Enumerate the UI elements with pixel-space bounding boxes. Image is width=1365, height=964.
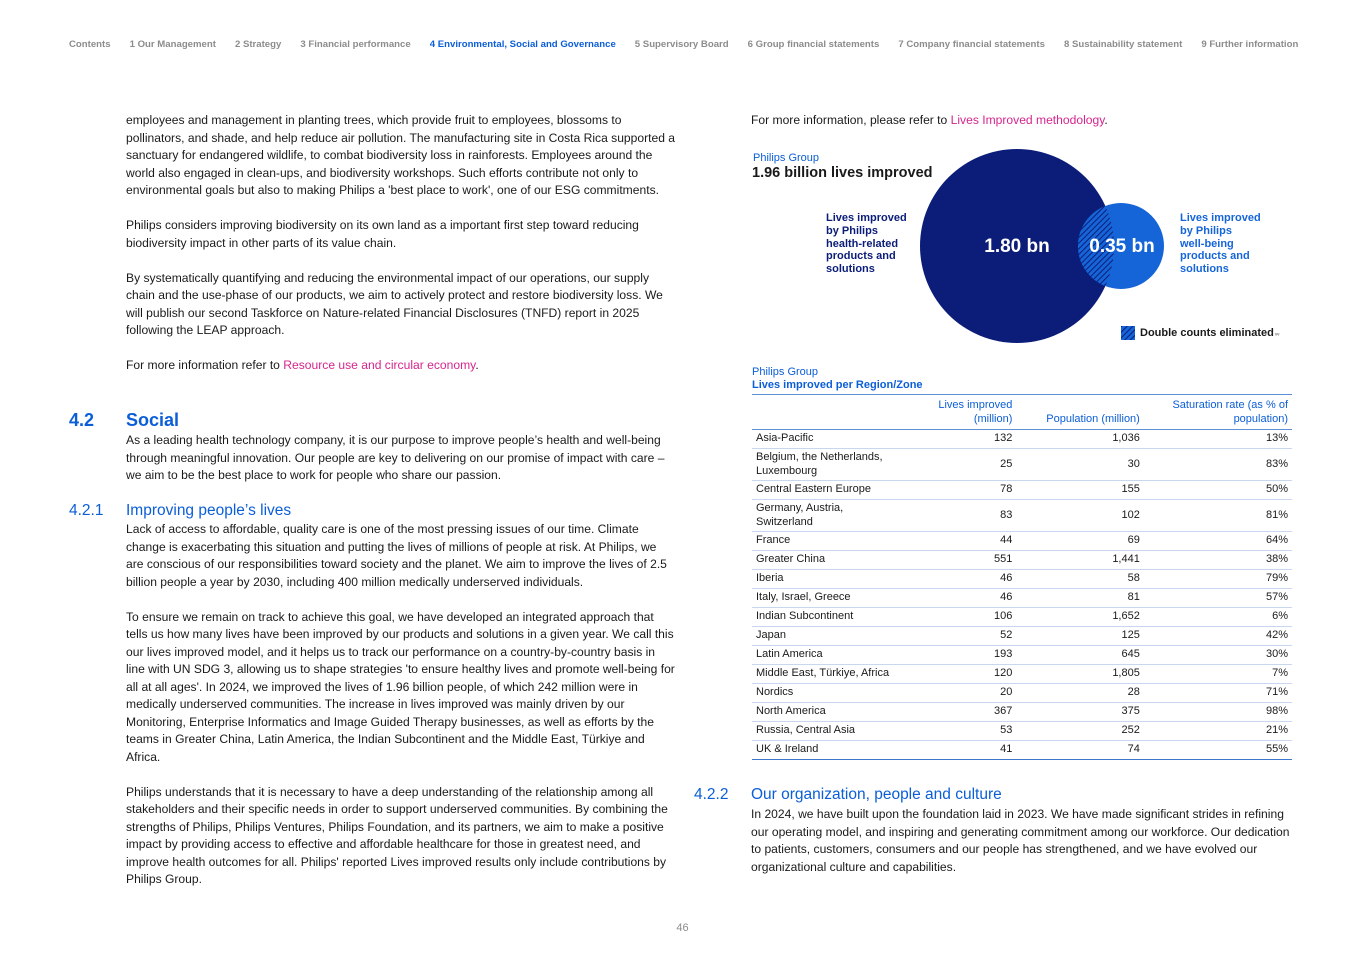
table-row	[752, 646, 1292, 665]
cell-region: France	[752, 532, 898, 551]
cell-population: 645	[1016, 646, 1143, 665]
table-row	[752, 589, 1292, 608]
nav-supervisory-board[interactable]: 5 Supervisory Board	[634, 39, 729, 50]
venn-group-label: Philips Group	[753, 152, 820, 164]
legend-label: Double counts eliminated	[1140, 327, 1274, 339]
cell-saturation: 6%	[1144, 608, 1292, 627]
header-region	[752, 395, 898, 430]
table-title: Lives improved per Region/Zone	[752, 379, 923, 391]
nav-our-management[interactable]: 1 Our Management	[129, 39, 216, 50]
page-number: 46	[676, 922, 689, 934]
cell-lives-improved: 367	[898, 703, 1016, 722]
paragraph-lives-improved-model: To ensure we remain on track to achieve this goal, we have developed an integrated approach that tells us how many lives have been improved by our products and solutions in a given year. We call this our lives improved model, and it helps us to track our performance on a country-by-country basis in line with UN SDG 3, allowing us to shape strategies 'to ensure healthy lives and promote well-being for all at all ages'. In 2024, we improved the lives of 1.96 billion people, of which 242 million were in medically underserved communities. The increase in lives improved was mainly driven by our Monitoring, Enterprise Informatics and Image Guided Therapy businesses, as well as efforts by the teams in Greater China, Latin America, the Indian Subcontinent and the Middle East, Türkiye and Africa.	[126, 609, 675, 764]
table-row	[752, 532, 1292, 551]
table-row	[752, 449, 1292, 481]
nav-company-financial-statements[interactable]: 7 Company financial statements	[898, 39, 1045, 50]
cell-population: 81	[1016, 589, 1143, 608]
paragraph-more-info	[126, 357, 676, 375]
cell-lives-improved: 53	[898, 722, 1016, 741]
cell-lives-improved: 132	[898, 430, 1016, 449]
cell-lives-improved: 52	[898, 627, 1016, 646]
nav-sustainability-statement[interactable]: 8 Sustainability statement	[1063, 39, 1183, 50]
cell-region: Japan	[752, 627, 898, 646]
section-title: Social	[126, 410, 180, 430]
cell-population: 1,036	[1016, 430, 1143, 449]
paragraph-biodiversity-own-land: Philips considers improving biodiversity on its own land as a important first step toward reducing biodiversity impact in other parts of its value chain.	[126, 218, 639, 250]
subsection-heading-improving-lives	[69, 502, 291, 520]
subsection-heading-organization	[694, 786, 1002, 804]
cell-lives-improved: 120	[898, 665, 1016, 684]
cell-lives-improved: 20	[898, 684, 1016, 703]
table-body	[752, 430, 1292, 760]
cell-population: 155	[1016, 481, 1143, 500]
info-prefix: For more information, please refer to	[751, 113, 951, 127]
cell-lives-improved: 551	[898, 551, 1016, 570]
cell-lives-improved: 46	[898, 589, 1016, 608]
cell-saturation: 98%	[1144, 703, 1292, 722]
cell-lives-improved: 44	[898, 532, 1016, 551]
lives-improved-region-table	[752, 394, 1292, 760]
paragraph-lives-improved-info	[751, 112, 1291, 130]
subsection-number: 4.2.2	[694, 786, 729, 803]
wellbeing-label	[1180, 212, 1261, 276]
table-row	[752, 570, 1292, 589]
paragraph-social-intro: As a leading health technology company, it is our purpose to improve people’s health and well-being through meaningful innovation. Our people are key to delivering on our promise of impact with care – we aim to be the best place to work for people who share our passion.	[126, 433, 665, 482]
cell-saturation: 13%	[1144, 430, 1292, 449]
cell-region: North America	[752, 703, 898, 722]
table-group-label: Philips Group	[752, 366, 819, 378]
header-population: Population (million)	[1016, 395, 1143, 430]
cell-saturation: 64%	[1144, 532, 1292, 551]
header-saturation: Saturation rate (as % of population)	[1144, 395, 1292, 430]
nav-further-information[interactable]: 9 Further information	[1201, 39, 1299, 50]
health-label-line: Lives improved	[826, 212, 907, 224]
paragraph-access-to-care: Lack of access to affordable, quality care is one of the most pressing issues of our time. Climate change is exacerbating this situation and putting the lives of millions of people at risk. At Philips, we are conscious of our responsibilities toward society and the planet. We aim to improve the lives of 2.5 billion people a year by 2030, including 400 million medically underserved individuals.	[126, 522, 667, 589]
subsection-number: 4.2.1	[69, 502, 104, 519]
cell-population: 30	[1016, 449, 1143, 481]
cell-lives-improved: 106	[898, 608, 1016, 627]
paragraph-biodiversity-tnfd: By systematically quantifying and reducing the environmental impact of our operations, our supply chain and the use-phase of our products, we aim to actively protect and restore biodiversity loss. We will publish our second Taskforce on Nature-related Financial Disclosures (TNFD) report in 2025 following the LEAP approach.	[126, 270, 663, 337]
cell-saturation: 83%	[1144, 449, 1292, 481]
cell-region: Nordics	[752, 684, 898, 703]
cell-region: Iberia	[752, 570, 898, 589]
table-row	[752, 665, 1292, 684]
hatch-swatch-icon	[1121, 326, 1135, 340]
table-row	[752, 627, 1292, 646]
improving-lives-body	[126, 521, 676, 906]
nav-strategy[interactable]: 2 Strategy	[234, 39, 282, 50]
cell-saturation: 55%	[1144, 741, 1292, 760]
lives-improved-venn	[740, 140, 1300, 350]
resource-use-link[interactable]: Resource use and circular economy	[283, 358, 476, 372]
cell-saturation: 38%	[1144, 551, 1292, 570]
health-label	[826, 212, 907, 276]
cell-region: Indian Subcontinent	[752, 608, 898, 627]
cell-region: UK & Ireland	[752, 741, 898, 760]
cell-lives-improved: 25	[898, 449, 1016, 481]
more-info-prefix: For more information refer to	[126, 358, 284, 372]
table-row	[752, 551, 1292, 570]
paragraph-organization: In 2024, we have built upon the foundation laid in 2023. We have made significant strides in refining our operating model, and inspiring and generating commitment among our workforce. Our dedication to patients, customers, consumers and our people has strengthened, and we have evolved our organizational culture and capabilities.	[751, 807, 1290, 874]
nav-esg[interactable]: 4 Environmental, Social and Governance	[429, 39, 616, 50]
cell-lives-improved: 46	[898, 570, 1016, 589]
cell-population: 1,441	[1016, 551, 1143, 570]
wellbeing-label-line: solutions	[1180, 263, 1229, 276]
table-header-row	[752, 395, 1292, 430]
health-label-line: products and	[826, 250, 896, 263]
cell-saturation: 30%	[1144, 646, 1292, 665]
section-heading-social	[69, 410, 179, 431]
cell-saturation: 79%	[1144, 570, 1292, 589]
subsection-title: Improving people’s lives	[126, 502, 292, 519]
table-row	[752, 481, 1292, 500]
health-value: 1.80 bn	[984, 236, 1050, 257]
cell-saturation: 71%	[1144, 684, 1292, 703]
cell-region: Russia, Central Asia	[752, 722, 898, 741]
table-row	[752, 722, 1292, 741]
health-label-line: by Philips	[826, 224, 878, 237]
paragraph-biodiversity-trees: employees and management in planting trees, which provide fruit to employees, blossoms to pollinators, and shade, and help reduce air pollution. The manufacturing site in Costa Rica supported a sanctuary for endangered wildlife, to combat biodiversity loss in rainforests. Employees around the world also engaged in clean-ups, and biodiversity workshops. Such efforts contribute not only to environmental goals but also to making Philips a 'best place to work', one of our ESG commitments.	[126, 113, 676, 197]
venn-title: 1.96 billion lives improved	[752, 165, 933, 181]
table-row	[752, 608, 1292, 627]
cell-population: 102	[1016, 500, 1143, 532]
section-number: 4.2	[69, 410, 95, 430]
cell-lives-improved: 83	[898, 500, 1016, 532]
table-row	[752, 703, 1292, 722]
left-column-intro	[126, 112, 676, 392]
nav-contents[interactable]: Contents	[69, 39, 111, 50]
cell-population: 375	[1016, 703, 1143, 722]
legend-footnote-mark: ᵥᵥ	[1274, 329, 1280, 337]
cell-population: 74	[1016, 741, 1143, 760]
table-row	[752, 684, 1292, 703]
health-label-line: health-related	[826, 237, 899, 250]
cell-region: Belgium, the Netherlands, Luxembourg	[752, 449, 898, 481]
lives-improved-methodology-link[interactable]: Lives Improved methodology	[950, 113, 1105, 127]
wellbeing-label-line: well-being	[1180, 237, 1234, 250]
cell-saturation: 42%	[1144, 627, 1292, 646]
wellbeing-label-line: Lives improved	[1180, 212, 1261, 224]
table-row	[752, 741, 1292, 760]
wellbeing-label-line: by Philips	[1180, 224, 1232, 237]
cell-population: 1,805	[1016, 665, 1143, 684]
cell-lives-improved: 41	[898, 741, 1016, 760]
cell-region: Latin America	[752, 646, 898, 665]
cell-saturation: 7%	[1144, 665, 1292, 684]
cell-population: 125	[1016, 627, 1143, 646]
table-row	[752, 430, 1292, 449]
venn-legend	[1121, 326, 1279, 340]
cell-population: 28	[1016, 684, 1143, 703]
cell-lives-improved: 78	[898, 481, 1016, 500]
wellbeing-label-line: products and	[1180, 250, 1250, 263]
cell-saturation: 81%	[1144, 500, 1292, 532]
health-label-line: solutions	[826, 263, 875, 276]
cell-population: 58	[1016, 570, 1143, 589]
cell-region: Greater China	[752, 551, 898, 570]
cell-region: Italy, Israel, Greece	[752, 589, 898, 608]
cell-saturation: 57%	[1144, 589, 1292, 608]
nav-group-financial-statements[interactable]: 6 Group financial statements	[747, 39, 880, 50]
cell-saturation: 21%	[1144, 722, 1292, 741]
wellbeing-value: 0.35 bn	[1089, 236, 1155, 257]
cell-region: Middle East, Türkiye, Africa	[752, 665, 898, 684]
paragraph-stakeholders: Philips understands that it is necessary to have a deep understanding of the relationship among all stakeholders and their specific needs in order to support underserved communities. By combining the strengths of Philips, Philips Ventures, Philips Foundation, and its partners, we aim to make a positive impact by providing access to effective and affordable healthcare for those in greatest need, and improve health outcomes for all. Philips' reported Lives improved results only include contributions by Philips Group.	[126, 784, 668, 886]
cell-population: 69	[1016, 532, 1143, 551]
cell-saturation: 50%	[1144, 481, 1292, 500]
cell-lives-improved: 193	[898, 646, 1016, 665]
subsection-title: Our organization, people and culture	[751, 786, 1002, 803]
table-row	[752, 500, 1292, 532]
nav-financial-performance[interactable]: 3 Financial performance	[300, 39, 411, 50]
chapter-navigation	[69, 39, 1365, 50]
more-info-suffix: .	[475, 358, 479, 372]
cell-region: Asia-Pacific	[752, 430, 898, 449]
cell-population: 252	[1016, 722, 1143, 741]
cell-population: 1,652	[1016, 608, 1143, 627]
cell-region: Central Eastern Europe	[752, 481, 898, 500]
cell-region: Germany, Austria, Switzerland	[752, 500, 898, 532]
info-suffix: .	[1104, 113, 1108, 127]
header-lives-improved: Lives improved (million)	[898, 395, 1016, 430]
